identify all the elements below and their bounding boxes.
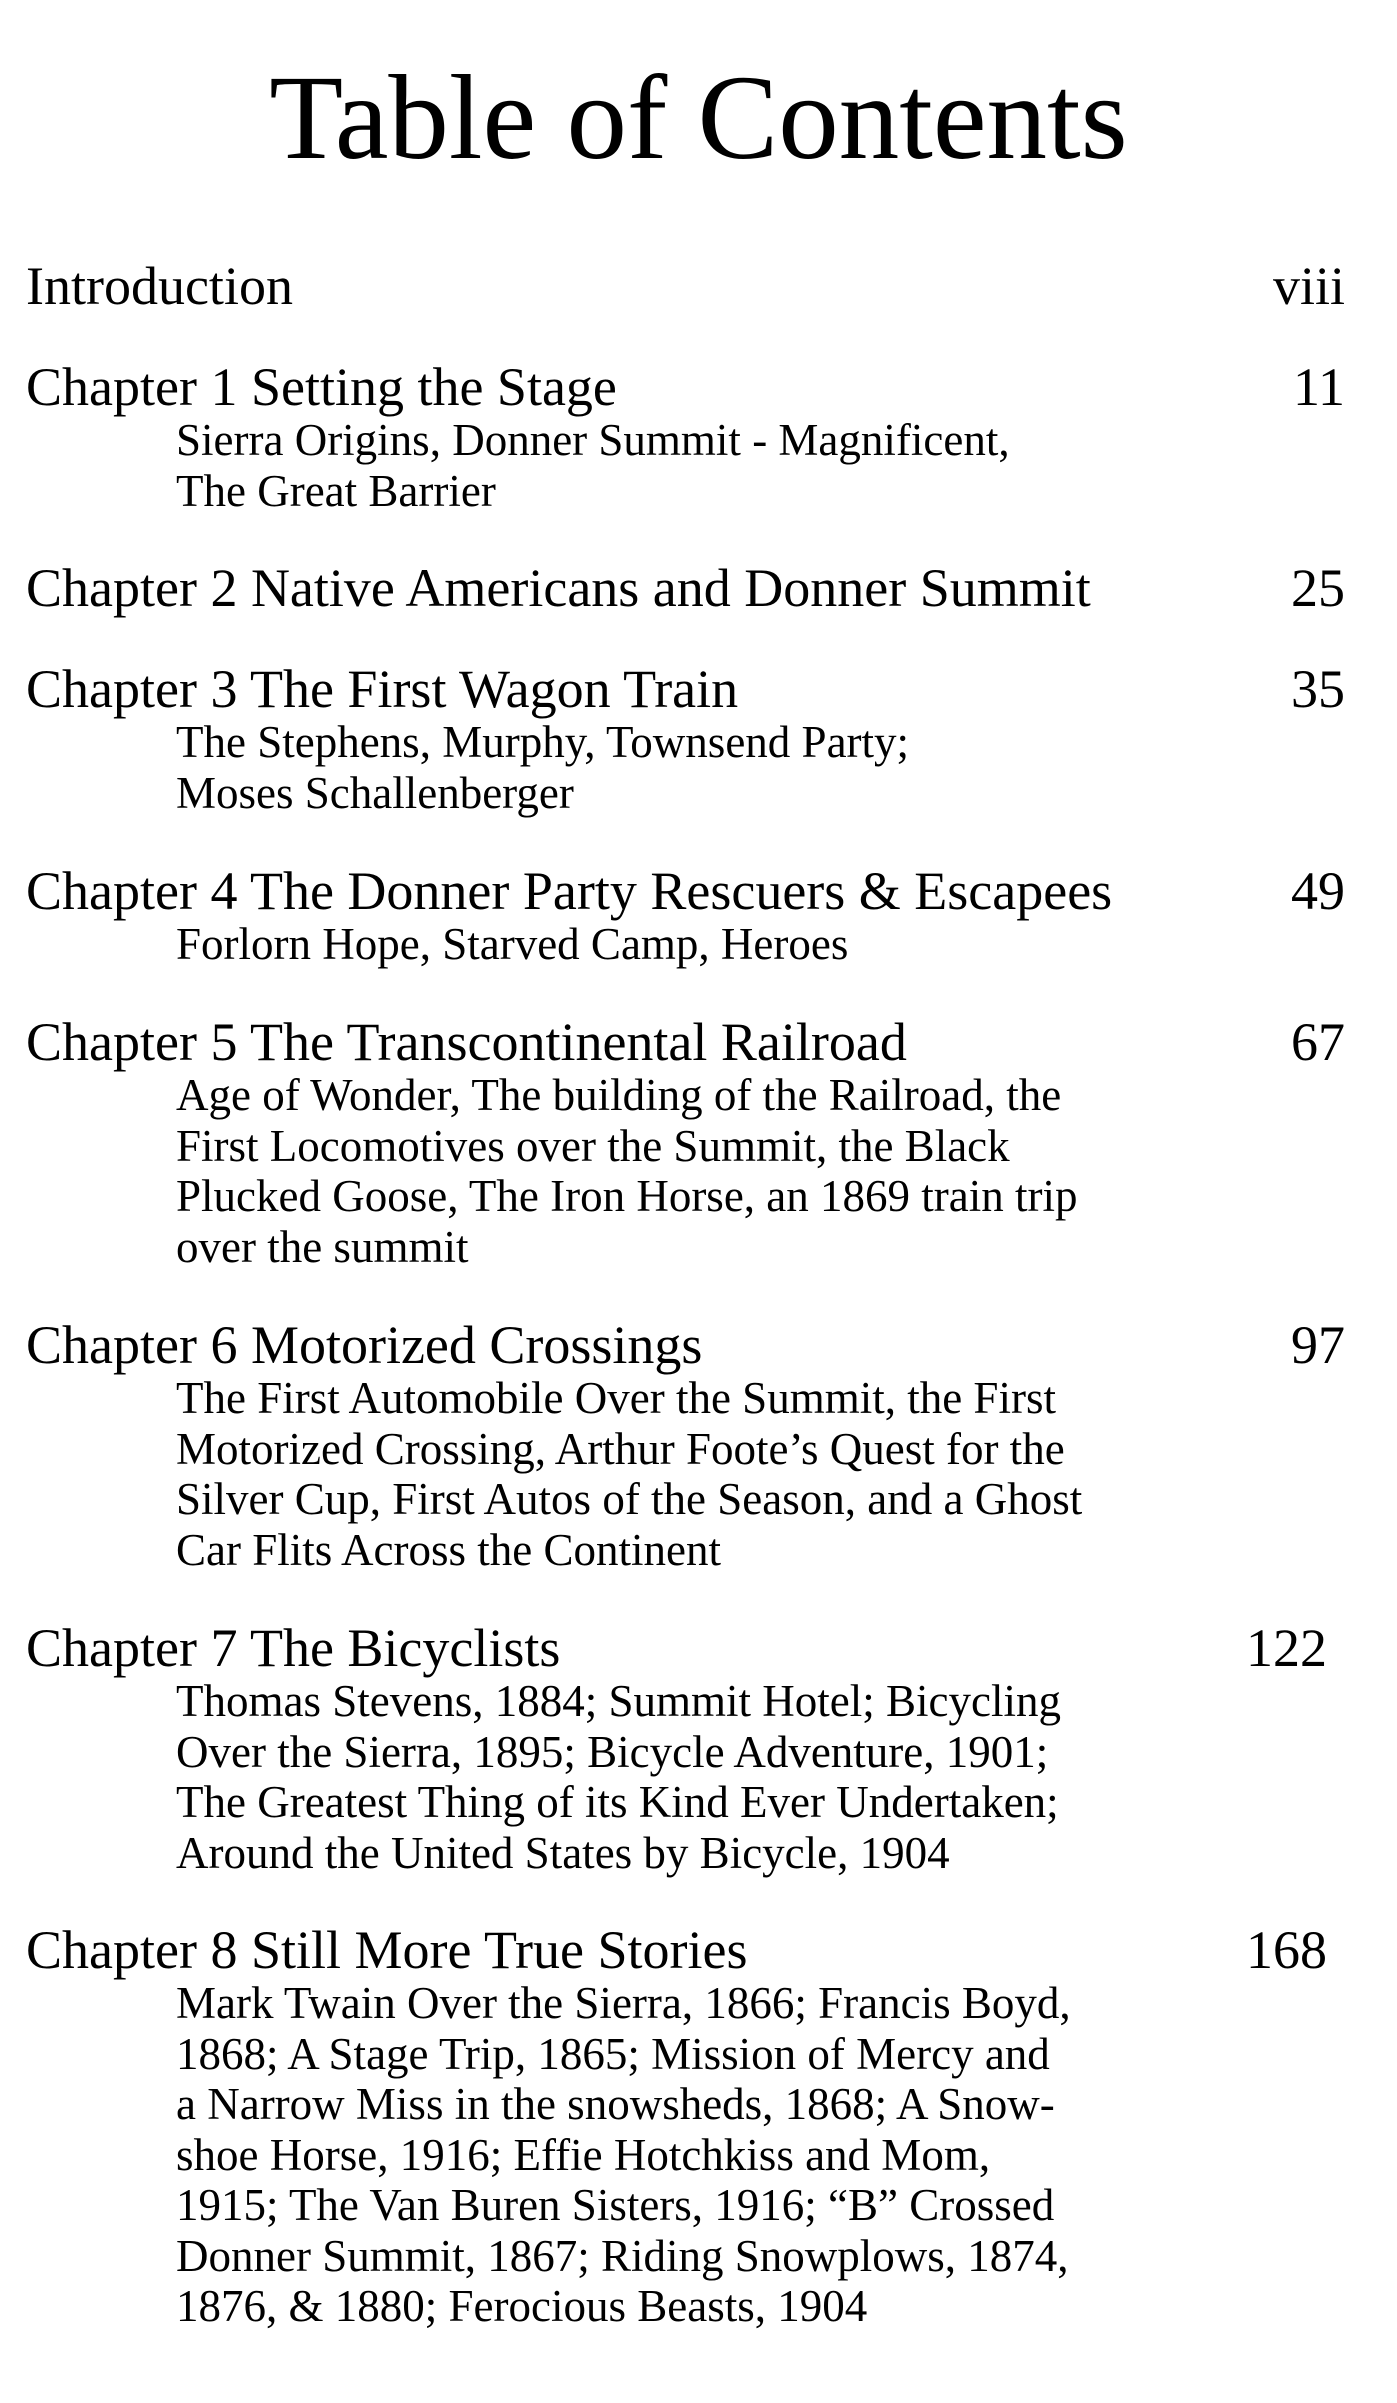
- entry-subtopics: [176, 1676, 1226, 1878]
- entry-page-number: 35: [1291, 659, 1345, 719]
- entry-subtopics: [176, 1373, 1226, 1575]
- page-title: Table of Contents: [269, 51, 1128, 185]
- subtopic-line: Donner Summit, 1867; Riding Snowplows, 1874,: [176, 2230, 1069, 2281]
- entry-page-number: 25: [1291, 558, 1345, 618]
- subtopic-line: First Locomotives over the Summit, the Black: [176, 1120, 1010, 1171]
- entry-subtopics: [176, 919, 1226, 970]
- entry-subtopics: [176, 1070, 1226, 1272]
- entry-page-number: viii: [1272, 256, 1345, 316]
- entry-title: Chapter 3 The First Wagon Train: [26, 659, 739, 719]
- subtopic-line: Mark Twain Over the Sierra, 1866; Francis Boyd,: [176, 1978, 1071, 2028]
- subtopic-line: 1876, & 1880; Ferocious Beasts, 1904: [176, 2281, 868, 2331]
- subtopic-line: The Greatest Thing of its Kind Ever Undertaken;: [176, 1777, 1059, 1827]
- subtopic-line: Motorized Crossing, Arthur Foote’s Quest for the: [176, 1423, 1065, 1474]
- subtopic-line: The Great Barrier: [176, 465, 496, 516]
- entry-title: Chapter 1 Setting the Stage: [26, 357, 617, 417]
- entry-title: Chapter 5 The Transcontinental Railroad: [26, 1012, 907, 1072]
- subtopic-line: a Narrow Miss in the snowsheds, 1868; A Snow-: [176, 2079, 1055, 2129]
- subtopic-line: Age of Wonder, The building of the Railroad, the: [176, 1070, 1062, 1120]
- entry-page-number: 97: [1291, 1315, 1345, 1375]
- entry-title: Introduction: [26, 256, 293, 316]
- entry-page-number: 168: [1246, 1920, 1327, 1980]
- subtopic-line: shoe Horse, 1916; Effie Hotchkiss and Mom,: [176, 2129, 991, 2180]
- subtopic-line: Around the United States by Bicycle, 1904: [176, 1827, 950, 1878]
- entry-title: Chapter 4 The Donner Party Rescuers & Escapees: [26, 861, 1113, 921]
- entry-subtopics: [176, 717, 1226, 818]
- entry-page-number: 122: [1246, 1618, 1327, 1678]
- entry-page-number: 67: [1291, 1012, 1345, 1072]
- subtopic-line: Thomas Stevens, 1884; Summit Hotel; Bicycling: [176, 1676, 1061, 1726]
- entry-title: Chapter 8 Still More True Stories: [26, 1920, 748, 1980]
- subtopic-line: Sierra Origins, Donner Summit - Magnificent,: [176, 415, 1010, 465]
- subtopic-line: Over the Sierra, 1895; Bicycle Adventure, 1901;: [176, 1726, 1049, 1777]
- subtopic-line: 1915; The Van Buren Sisters, 1916; “B” Crossed: [176, 2180, 1055, 2230]
- entry-title: Chapter 2 Native Americans and Donner Summit: [26, 558, 1091, 618]
- entry-subtopics: [176, 415, 1226, 516]
- subtopic-line: Plucked Goose, The Iron Horse, an 1869 train trip: [176, 1171, 1078, 1221]
- entry-subtopics: [176, 1978, 1226, 2332]
- subtopic-line: The Stephens, Murphy, Townsend Party;: [176, 717, 910, 767]
- subtopic-line: Silver Cup, First Autos of the Season, and a Ghost: [176, 1474, 1083, 1524]
- entry-title: Chapter 7 The Bicyclists: [26, 1618, 561, 1678]
- subtopic-line: Car Flits Across the Continent: [176, 1524, 721, 1575]
- subtopic-line: 1868; A Stage Trip, 1865; Mission of Mercy and: [176, 2028, 1050, 2079]
- subtopic-line: over the summit: [176, 1221, 469, 1272]
- entry-page-number: 11: [1293, 357, 1345, 417]
- subtopic-line: The First Automobile Over the Summit, the First: [176, 1373, 1056, 1423]
- subtopic-line: Moses Schallenberger: [176, 767, 574, 818]
- entry-title: Chapter 6 Motorized Crossings: [26, 1315, 703, 1375]
- subtopic-line: Forlorn Hope, Starved Camp, Heroes: [176, 919, 849, 969]
- entry-page-number: 49: [1291, 861, 1345, 921]
